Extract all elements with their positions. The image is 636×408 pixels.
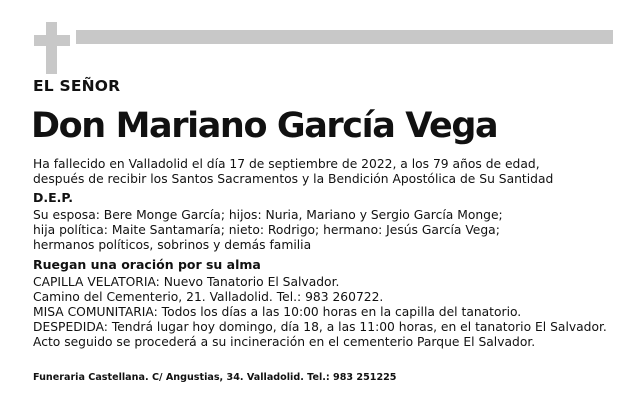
detail-line: Acto seguido se procederá a su incineración en el cementerio Parque El Salvador. bbox=[33, 335, 536, 349]
family-line: hija política: Maite Santamaría; nieto: Rodrigo; hermano: Jesús García Vega; bbox=[33, 223, 500, 237]
funeral-home-footer: Funeraria Castellana. C/ Angustias, 34. Valladolid. Tel.: 983 251225 bbox=[33, 372, 397, 383]
notice-body bbox=[33, 157, 623, 350]
announcement-line: después de recibir los Santos Sacramentos y la Bendición Apostólica de Su Santidad bbox=[33, 172, 554, 186]
announcement-line: Ha fallecido en Valladolid el día 17 de septiembre de 2022, a los 79 años de edad, bbox=[33, 157, 540, 171]
deceased-name: Don Mariano García Vega bbox=[31, 106, 498, 146]
family-line: Su esposa: Bere Monge García; hijos: Nuria, Mariano y Sergio García Monge; bbox=[33, 208, 503, 222]
header-rule bbox=[76, 30, 613, 44]
detail-line: MISA COMUNITARIA: Todos los días a las 10:00 horas en la capilla del tanatorio. bbox=[33, 305, 522, 319]
cross-vertical-bar bbox=[46, 22, 57, 74]
cross-icon bbox=[34, 22, 70, 74]
title-prefix: EL SEÑOR bbox=[33, 77, 121, 95]
cross-horizontal-bar bbox=[34, 35, 70, 46]
detail-line: Camino del Cementerio, 21. Valladolid. Tel.: 983 260722. bbox=[33, 290, 384, 304]
detail-line: CAPILLA VELATORIA: Nuevo Tanatorio El Salvador. bbox=[33, 275, 340, 289]
prayer-heading: Ruegan una oración por su alma bbox=[33, 257, 261, 272]
detail-line: DESPEDIDA: Tendrá lugar hoy domingo, día 18, a las 11:00 horas, en el tanatorio El Salvador. bbox=[33, 320, 607, 334]
family-line: hermanos políticos, sobrinos y demás familia bbox=[33, 238, 312, 252]
dep-heading: D.E.P. bbox=[33, 190, 74, 205]
